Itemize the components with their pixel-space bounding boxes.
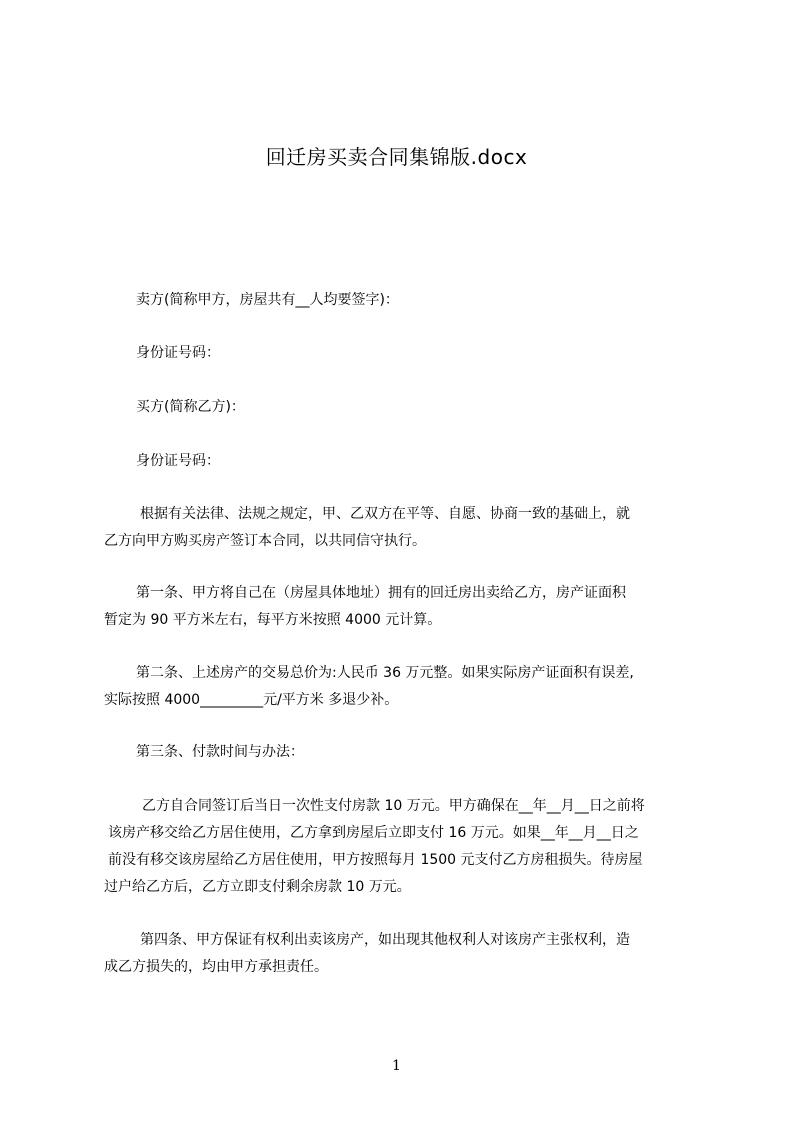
preamble-paragraph	[104, 501, 630, 555]
article-2-paragraph	[104, 660, 634, 714]
article-4-paragraph	[104, 927, 630, 981]
document-title: 回迁房买卖合同集锦版.docx	[265, 145, 528, 169]
article-1-paragraph	[104, 580, 626, 634]
article-4-line: 第四条、甲方保证有权利出卖该房产，如出现其他权利人对该房产主张权利，造	[140, 932, 630, 948]
preamble-line: 根据有关法律、法规之规定，甲、乙双方在平等、自愿、协商一致的基础上，就	[140, 506, 630, 522]
article-1-line: 暂定为 90 平方米左右，每平方米按照 4000 元计算。	[104, 612, 442, 628]
article-4-line: 成乙方损失的，均由甲方承担责任。	[104, 959, 328, 975]
seller-id-line: 身份证号码：	[136, 345, 220, 361]
payment-line: 过户给乙方后，乙方立即支付剩余房款 10 万元。	[104, 879, 411, 895]
buyer-line: 买方(简称乙方)：	[136, 399, 245, 415]
payment-paragraph	[104, 793, 706, 901]
payment-line: 该房产移交给乙方居住使用，乙方拿到房屋后立即支付 16 万元。如果__年__月__日之	[108, 825, 639, 841]
article-2-line: 实际按照 4000_________元/平方米 多退少补。	[104, 692, 399, 708]
buyer-id-line: 身份证号码：	[136, 453, 220, 469]
payment-line: 乙方自合同签订后当日一次性支付房款 10 万元。甲方确保在__年__月__日之前将	[142, 798, 645, 814]
article-1-line: 第一条、甲方将自己在（房屋具体地址）拥有的回迁房出卖给乙方，房产证面积	[136, 585, 626, 601]
page-number: 1	[392, 1058, 401, 1074]
payment-line: 前没有移交该房屋给乙方居住使用，甲方按照每月 1500 元支付乙方房租损失。待房屋	[108, 852, 643, 868]
preamble-line: 乙方向甲方购买房产签订本合同，以共同信守执行。	[104, 533, 426, 549]
article-3-heading: 第三条、付款时间与办法：	[136, 744, 304, 760]
seller-line: 卖方(简称甲方，房屋共有__人均要签字)：	[136, 292, 399, 308]
article-2-line: 第二条、上述房产的交易总价为:人民币 36 万元整。如果实际房产证面积有误差,	[136, 665, 634, 681]
